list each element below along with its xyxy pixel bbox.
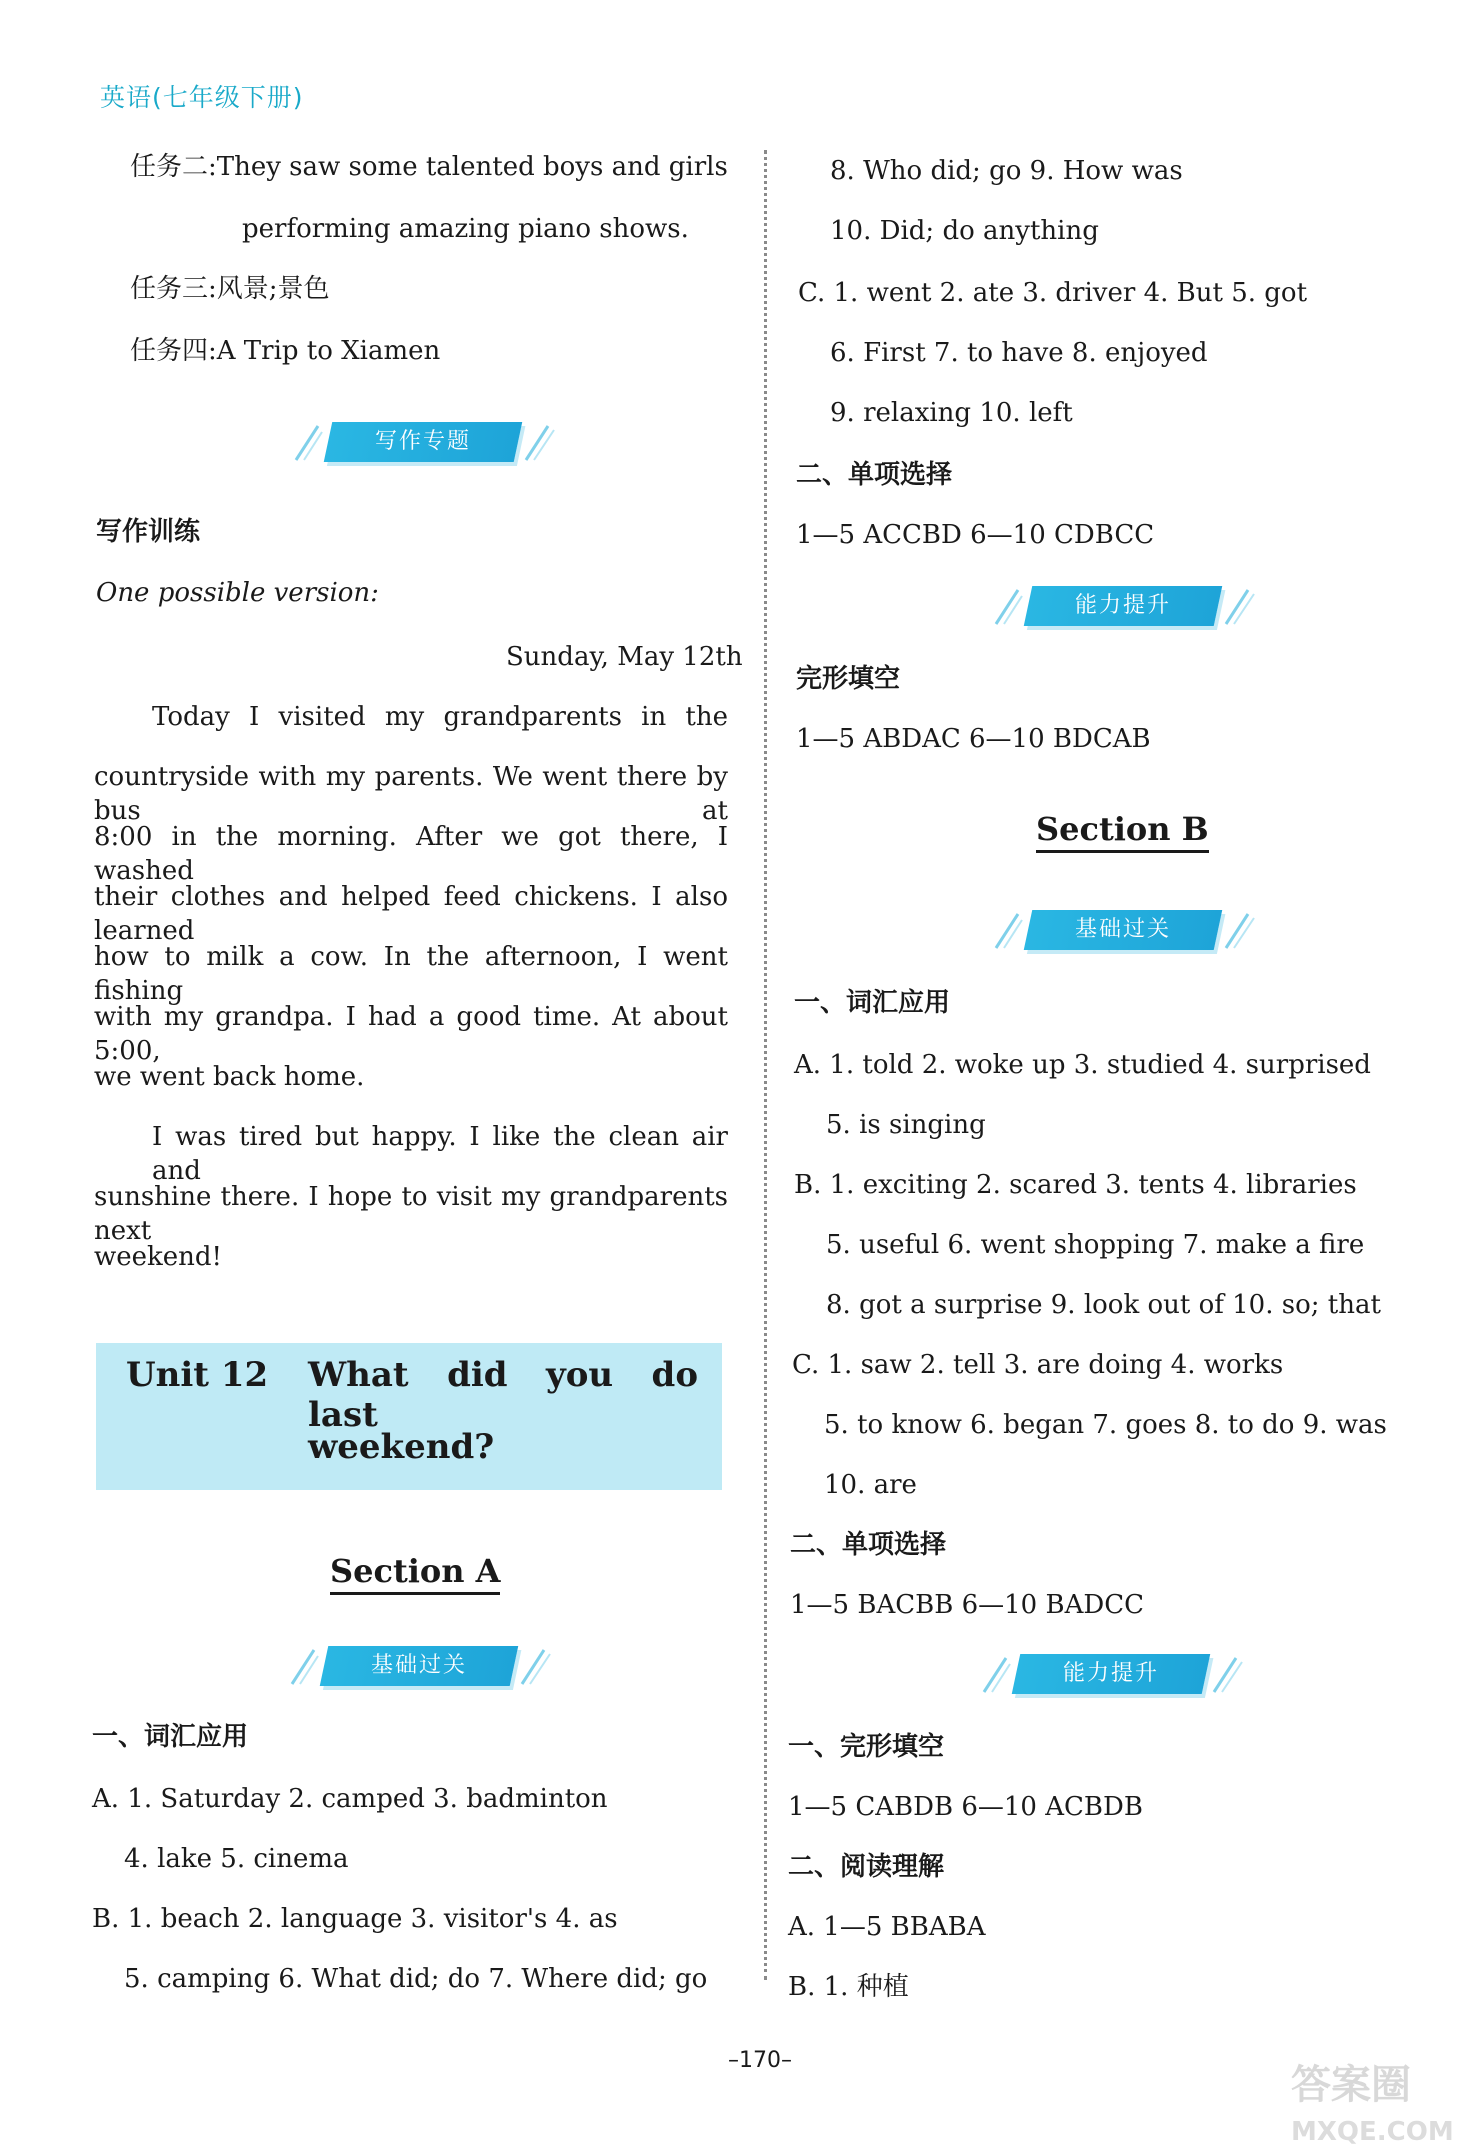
essay-line: countryside with my parents. We went there by bus at <box>94 762 728 826</box>
vocab-heading-b: 一、词汇应用 <box>794 988 951 1018</box>
slash-decor-icon <box>990 910 1024 950</box>
badge-writing <box>290 418 560 466</box>
slash-decor-icon <box>1222 586 1256 626</box>
answer-line: 5. camping 6. What did; do 7. Where did; go <box>124 1964 708 1994</box>
unit-number: Unit 12 <box>126 1355 269 1395</box>
reading-heading: 二、阅读理解 <box>788 1852 945 1882</box>
answer-line: 1—5 ABDAC 6—10 BDCAB <box>796 724 1151 754</box>
answer-line: 10. Did; do anything <box>830 216 1099 246</box>
watermark-line1: 答案圈 <box>1291 2062 1411 2108</box>
section-b-title: Section B <box>1036 810 1209 853</box>
answer-line: B. 1. exciting 2. scared 3. tents 4. libraries <box>794 1170 1357 1200</box>
badge-basic-b-label: 基础过关 <box>1074 917 1171 942</box>
slash-decor-icon <box>290 422 324 462</box>
badge-ability-a-label: 能力提升 <box>1074 593 1171 618</box>
page-number: –170– <box>728 2048 792 2073</box>
essay-line: sunshine there. I hope to visit my grandparents next <box>94 1182 728 1246</box>
version-label: One possible version: <box>96 578 379 608</box>
essay-line: with my grandpa. I had a good time. At about 5:00, <box>94 1002 728 1066</box>
essay-line: 8:00 in the morning. After we got there, I washed <box>94 822 728 886</box>
slash-decor-icon <box>978 1654 1012 1694</box>
running-header <box>100 78 304 114</box>
slash-decor-icon <box>518 1646 552 1686</box>
essay-line: we went back home. <box>94 1062 365 1092</box>
answer-line: C. 1. went 2. ate 3. driver 4. But 5. got <box>798 278 1308 308</box>
essay-date: Sunday, May 12th <box>506 642 743 672</box>
single-choice-heading-b: 二、单项选择 <box>790 1530 947 1560</box>
unit-title-box <box>96 1343 722 1490</box>
answer-line: B. 1. 种植 <box>788 1972 909 2002</box>
section-a-title: Section A <box>330 1552 500 1595</box>
watermark-logo-icon <box>1285 2050 1455 2150</box>
answer-line: 9. relaxing 10. left <box>830 398 1073 428</box>
task2-line1: 任务二:They saw some talented boys and girls <box>130 152 728 182</box>
unit-title-line1: What did you do last <box>308 1355 698 1435</box>
answer-line: A. 1. Saturday 2. camped 3. badminton <box>92 1784 608 1814</box>
answer-line: 5. useful 6. went shopping 7. make a fire <box>826 1230 1365 1260</box>
task2-line2: performing amazing piano shows. <box>242 214 689 244</box>
unit-title-line2: weekend? <box>308 1427 495 1467</box>
badge-basic-a-label: 基础过关 <box>370 1653 467 1678</box>
answer-line: 1—5 CABDB 6—10 ACBDB <box>788 1792 1143 1822</box>
task4-line: 任务四:A Trip to Xiamen <box>130 336 441 366</box>
header-subject: 英语 <box>100 83 153 112</box>
answer-line: 8. got a surprise 9. look out of 10. so; that <box>826 1290 1381 1320</box>
single-choice-heading: 二、单项选择 <box>796 460 953 490</box>
slash-decor-icon <box>1222 910 1256 950</box>
badge-ability-b-label: 能力提升 <box>1062 1661 1159 1686</box>
answer-line: B. 1. beach 2. language 3. visitor's 4. as <box>92 1904 618 1934</box>
essay-line: weekend! <box>94 1242 223 1272</box>
essay-line: their clothes and helped feed chickens. I also learned <box>94 882 728 946</box>
essay-line: how to milk a cow. In the afternoon, I went fishing <box>94 942 728 1006</box>
answer-line: 6. First 7. to have 8. enjoyed <box>830 338 1208 368</box>
essay-line: I was tired but happy. I like the clean air and <box>152 1122 728 1186</box>
cloze-heading: 完形填空 <box>796 664 901 694</box>
task3-line: 任务三:风景;景色 <box>130 274 330 304</box>
badge-writing-label: 写作专题 <box>374 429 471 454</box>
badge-ability-a <box>990 582 1260 630</box>
column-divider <box>764 150 767 1980</box>
badge-ability-b <box>978 1650 1248 1698</box>
answer-line: 5. to know 6. began 7. goes 8. to do 9. was <box>824 1410 1387 1440</box>
writing-heading: 写作训练 <box>96 517 201 547</box>
vocab-heading-a: 一、词汇应用 <box>92 1722 249 1752</box>
slash-decor-icon <box>286 1646 320 1686</box>
slash-decor-icon <box>1210 1654 1244 1694</box>
answer-line: 1—5 ACCBD 6—10 CDBCC <box>796 520 1155 550</box>
answer-line: 8. Who did; go 9. How was <box>830 156 1183 186</box>
answer-line: 5. is singing <box>826 1110 986 1140</box>
cloze-heading-b: 一、完形填空 <box>788 1732 945 1762</box>
answer-line: 1—5 BACBB 6—10 BADCC <box>790 1590 1145 1620</box>
slash-decor-icon <box>990 586 1024 626</box>
header-grade: (七年级下册) <box>152 83 304 112</box>
badge-basic-a <box>286 1642 556 1690</box>
essay-line: Today I visited my grandparents in the <box>152 702 728 732</box>
answer-line: C. 1. saw 2. tell 3. are doing 4. works <box>792 1350 1284 1380</box>
answer-line: A. 1—5 BBABA <box>788 1912 986 1942</box>
slash-decor-icon <box>522 422 556 462</box>
watermark-line2: MXQE.COM <box>1291 2117 1454 2147</box>
answer-line: 10. are <box>824 1470 917 1500</box>
answer-line: A. 1. told 2. woke up 3. studied 4. surprised <box>794 1050 1371 1080</box>
badge-basic-b <box>990 906 1260 954</box>
answer-line: 4. lake 5. cinema <box>124 1844 349 1874</box>
